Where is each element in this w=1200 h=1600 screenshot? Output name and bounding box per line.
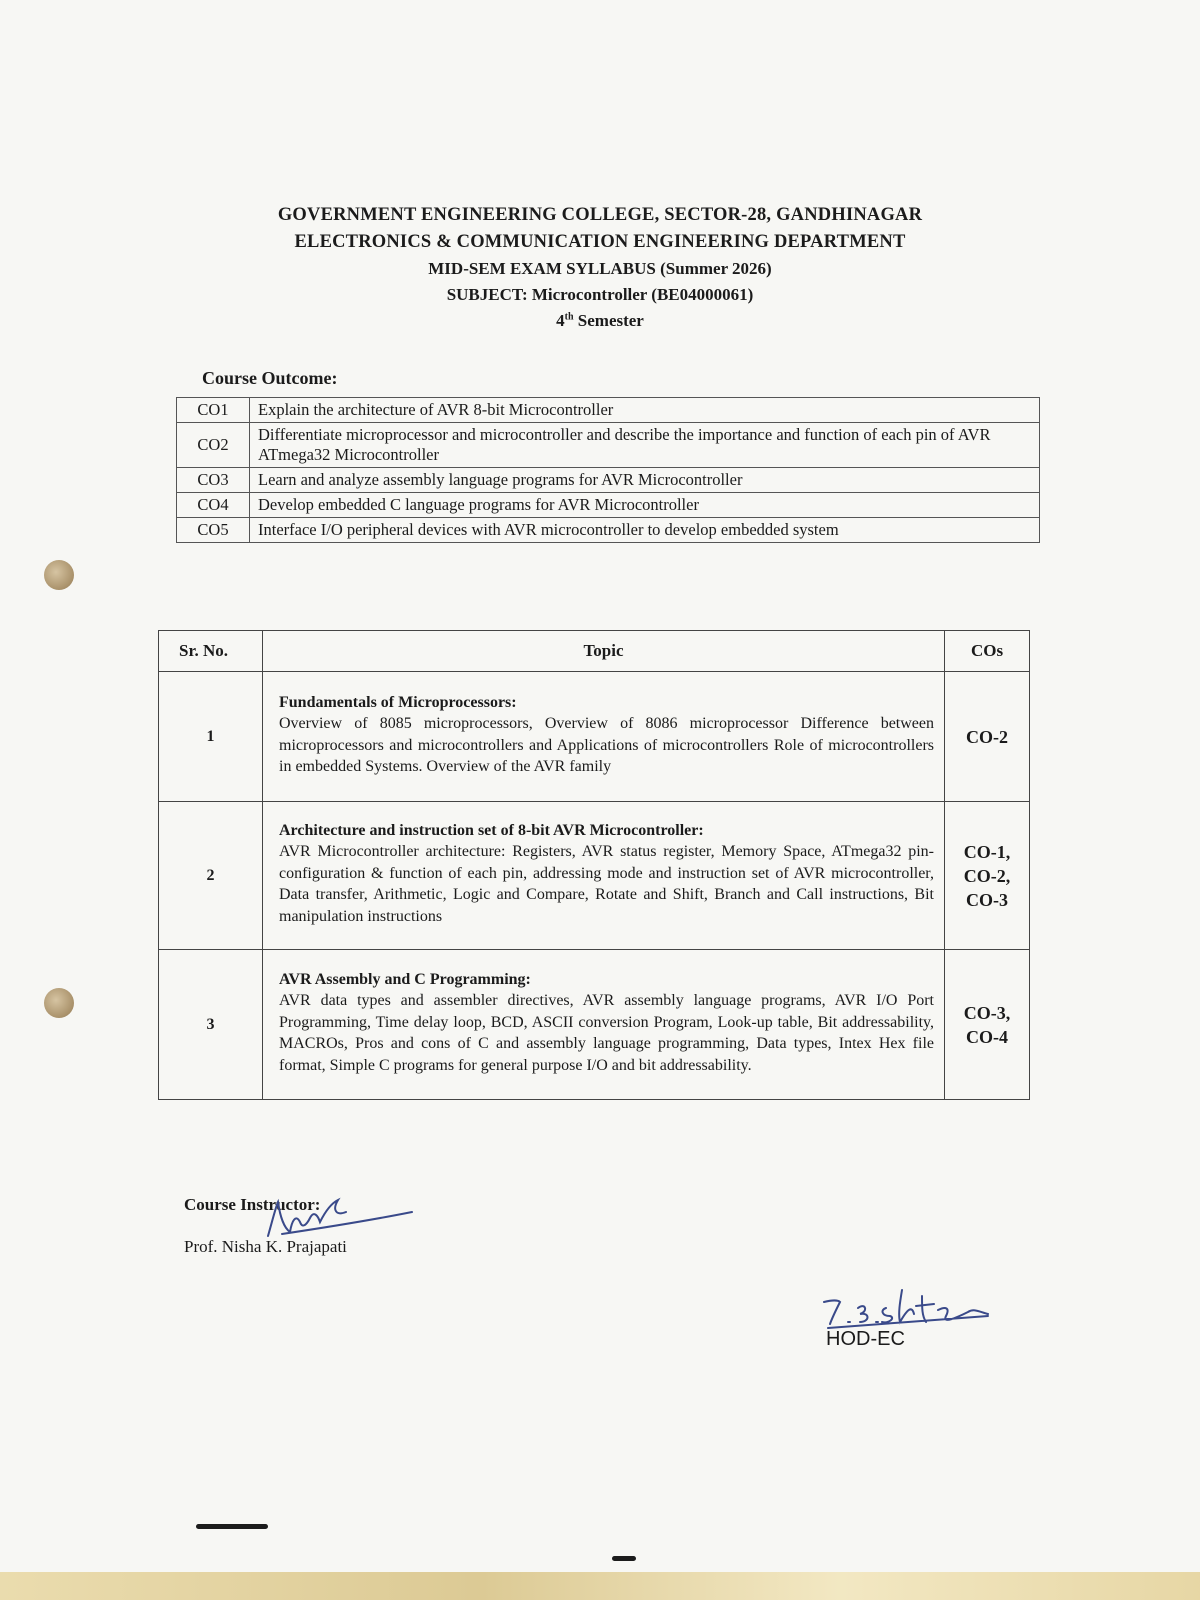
table-row [177,423,1040,468]
co-code: CO5 [177,518,250,543]
co-tag: CO-3 [966,889,1008,910]
syllabus-table [158,630,1030,1100]
co-tag: CO-2 [966,726,1008,747]
topic-body: AVR data types and assembler directives, AVR assembly language programs, AVR I/O Port Programming, Time delay loop, BCD, ASCII conversion Program, Look-up table, Bit addressability, MACROs, Pros and cons of C and assembly language programming, Data types, Intex Hex file format, Simple C programs for general purpose I/O and bit addressability. [279,992,934,1074]
co-mapping [945,672,1030,802]
column-header-cos: COs [945,631,1030,672]
co-tag: CO-2, [963,865,1011,886]
column-header-topic: Topic [263,631,945,672]
subject-line: SUBJECT: Microcontroller (BE04000061) [446,285,754,304]
column-header-sr-no: Sr. No. [159,631,263,672]
instructor-signature [262,1192,422,1242]
co-code: CO2 [177,423,250,468]
course-outcome-table [176,397,1040,543]
document-header [150,205,1050,331]
table-row [159,672,1030,802]
table-row [177,493,1040,518]
table-row [177,518,1040,543]
punch-hole-top [44,560,74,590]
course-outcome-heading: Course Outcome: [202,368,338,388]
co-description: Learn and analyze assembly language programs for AVR Microcontroller [250,468,1040,493]
topic-title: Fundamentals of Microprocessors: [279,693,517,711]
co-description: Explain the architecture of AVR 8-bit Microcontroller [250,398,1040,423]
topic-title: Architecture and instruction set of 8-bit AVR Microcontroller: [279,821,704,839]
college-name: GOVERNMENT ENGINEERING COLLEGE, SECTOR-28, GANDHINAGAR [277,205,923,225]
instructor-label: Course Instructor: [184,1195,321,1214]
topic-title: AVR Assembly and C Programming: [279,970,531,988]
semester-word: Semester [573,311,644,330]
topic-cell [263,802,945,950]
hod-signature [818,1282,998,1332]
co-description: Differentiate microprocessor and microcontroller and describe the importance and function of each pin of AVR ATmega32 Microcontroller [250,423,1040,468]
co-code: CO3 [177,468,250,493]
semester-number: 4 [556,311,565,330]
table-row [177,468,1040,493]
topic-cell [263,672,945,802]
table-row [177,398,1040,423]
co-mapping [945,802,1030,950]
exam-title: MID-SEM EXAM SYLLABUS (Summer 2026) [428,259,772,278]
co-mapping [945,950,1030,1100]
table-row [159,802,1030,950]
department-name: ELECTRONICS & COMMUNICATION ENGINEERING DEPARTMENT [294,232,906,252]
scan-mark [196,1524,268,1529]
co-tag: CO-1, [963,841,1011,862]
co-tag: CO-3, [963,1002,1011,1023]
sr-number: 3 [159,950,263,1100]
co-code: CO1 [177,398,250,423]
hod-label: HOD-EC [826,1328,905,1350]
co-description: Develop embedded C language programs for AVR Microcontroller [250,493,1040,518]
co-description: Interface I/O peripheral devices with AVR microcontroller to develop embedded system [250,518,1040,543]
semester-suffix: th [564,311,574,323]
co-code: CO4 [177,493,250,518]
punch-hole-bottom [44,988,74,1018]
topic-cell [263,950,945,1100]
semester-line [150,311,1050,331]
topic-body: AVR Microcontroller architecture: Registers, AVR status register, Memory Space, ATmega32 pin-configuration & function of each pin, addressing mode and instruction set of AVR microcontroller, Data transfer, Arithmetic, Logic and Compare, Rotate and Shift, Branch and Call instructions, Bit manipulation instructions [279,843,934,925]
sr-number: 1 [159,672,263,802]
sr-number: 2 [159,802,263,950]
scan-mark [612,1556,636,1561]
table-row [159,950,1030,1100]
topic-body: Overview of 8085 microprocessors, Overview of 8086 microprocessor Difference between microprocessors and microcontrollers and Applications of microcontrollers Role of microcontrollers in embedded Systems. Overview of the AVR family [279,715,934,775]
co-tag: CO-4 [966,1026,1008,1047]
scan-edge [0,1572,1200,1600]
table-header-row [159,631,1030,672]
instructor-name: Prof. Nisha K. Prajapati [184,1237,347,1256]
